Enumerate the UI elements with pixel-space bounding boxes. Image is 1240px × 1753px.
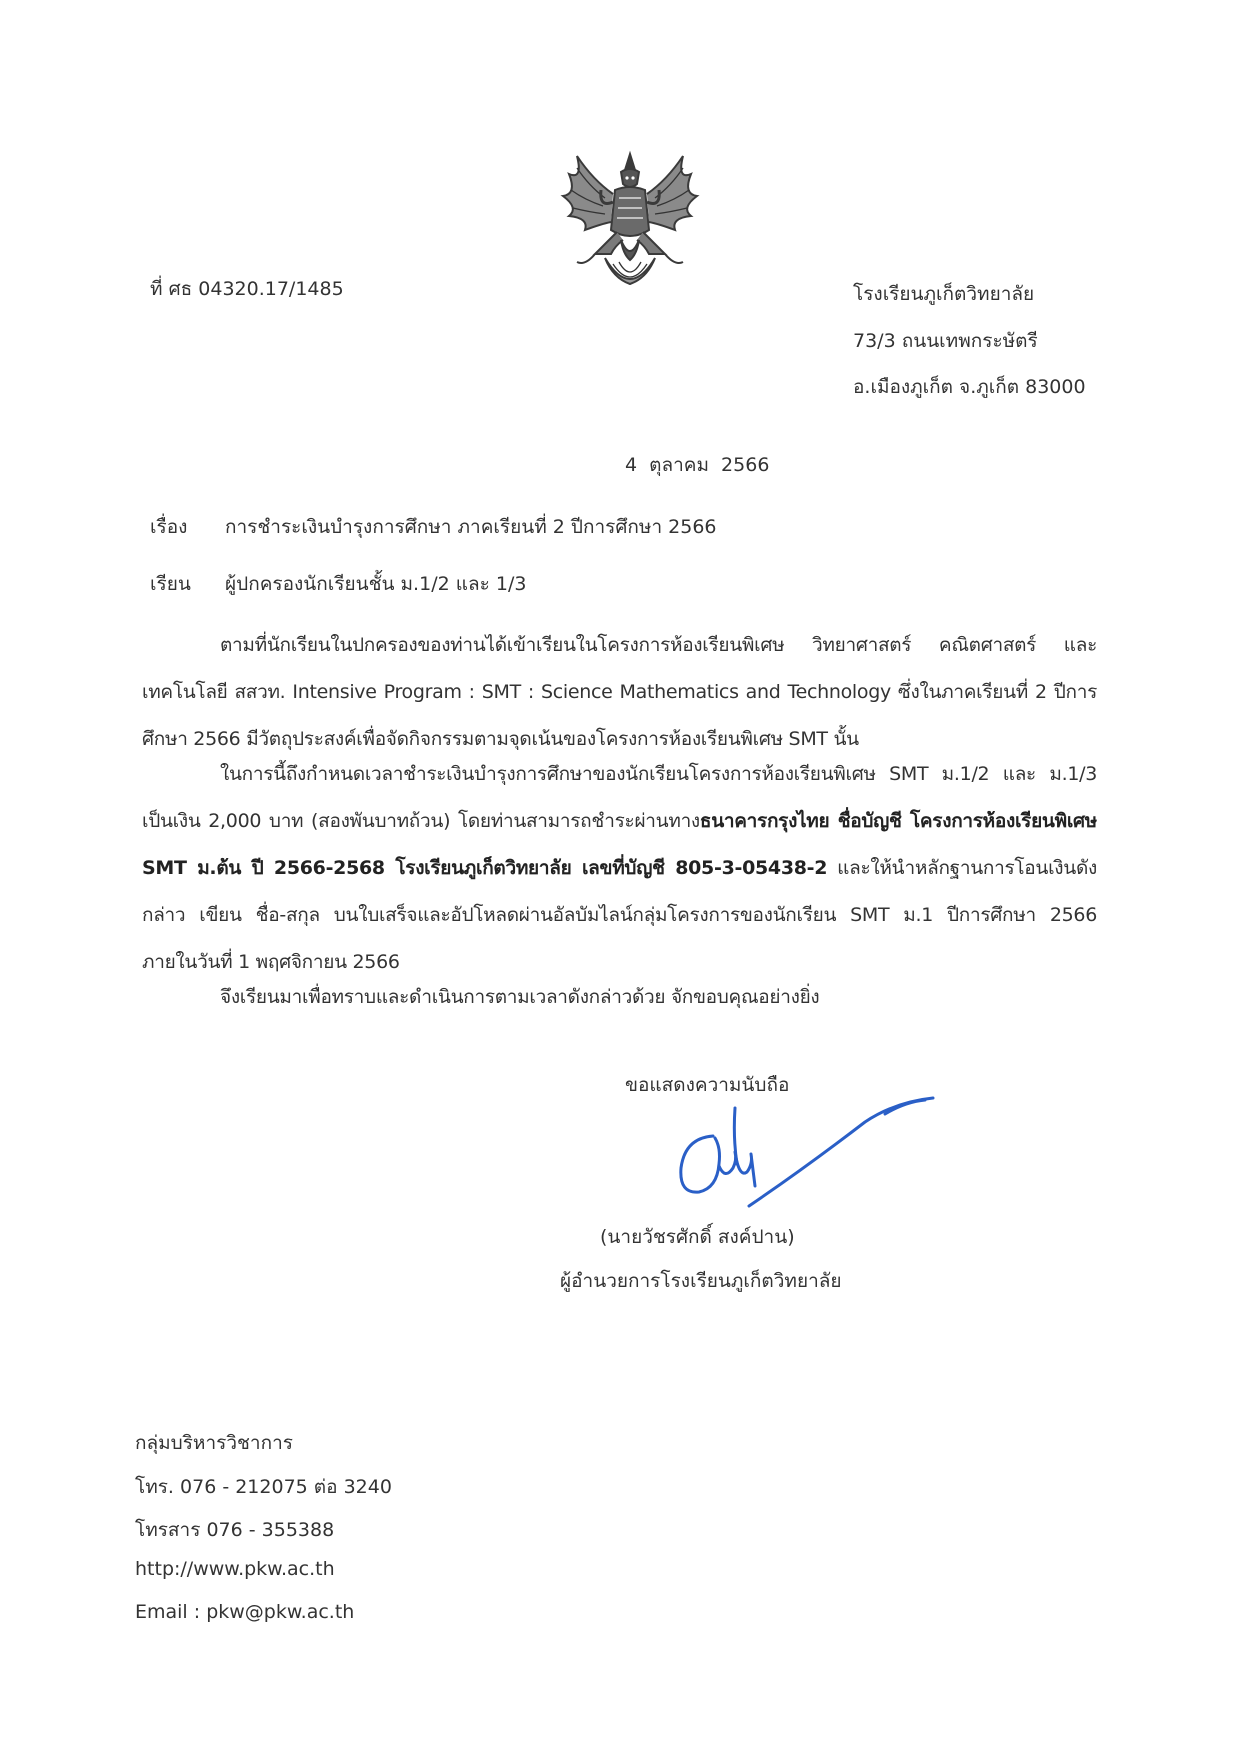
phone-number: โทร. 076 - 212075 ต่อ 3240 [135,1476,392,1498]
body-paragraph-3 [142,974,1097,1021]
recipient-text: ผู้ปกครองนักเรียนชั้น ม.1/2 และ 1/3 [225,573,527,595]
paragraph-1-text: ตามที่นักเรียนในปกครองของท่านได้เข้าเรียนในโครงการห้องเรียนพิเศษ วิทยาศาสตร์ คณิตศาสตร์ และเทคโนโลยี สสวท. Intensive Program : SMT : Science Mathematics and Technology ซึ่งในภาคเรียนที่ 2 ปีการศึกษา 2566 มีวัตถุประสงค์เพื่อจัดกิจกรรมตามจุดเน้นของโครงการห้องเรียนพิเศษ SMT นั้น [142,634,1097,750]
bank-account-details: ธนาคารกรุงไทย ชื่อบัญชี โครงการห้องเรียนพิเศษ SMT ม.ต้น ปี 2566-2568 โรงเรียนภูเก็ตวิทยาลัย เลขที่บัญชี 805-3-05438-2 [142,810,1098,879]
body-paragraph-1 [142,622,1097,763]
handwritten-signature-icon [655,1068,935,1218]
school-name: โรงเรียนภูเก็ตวิทยาลัย [853,283,1035,305]
signer-position: ผู้อำนวยการโรงเรียนภูเก็ตวิทยาลัย [560,1270,842,1292]
fax-number: โทรสาร 076 - 355388 [135,1519,335,1541]
subject-text: การชำระเงินบำรุงการศึกษา ภาคเรียนที่ 2 ปีการศึกษา 2566 [225,516,717,538]
website-link[interactable]: http://www.pkw.ac.th [135,1558,335,1580]
paragraph-2-text: ในการนี้ถึงกำหนดเวลาชำระเงินบำรุงการศึกษาของนักเรียนโครงการห้องเรียนพิเศษ SMT ม.1/2 และ ม.1/3 เป็นเงิน 2,000 บาท (สองพันบาทถ้วน) โดยท่านสามารถชำระผ่านทาง [142,763,1097,832]
school-district: อ.เมืองภูเก็ต จ.ภูเก็ต 83000 [853,376,1086,398]
garuda-emblem-icon [555,150,705,300]
school-street: 73/3 ถนนเทพกระษัตรี [853,330,1038,352]
signer-name: (นายวัชรศักดิ์ สงค์ปาน) [600,1226,795,1248]
letter-date: 4 ตุลาคม 2566 [625,454,770,476]
paragraph-3-text: จึงเรียนมาเพื่อทราบและดำเนินการตามเวลาดังกล่าวด้วย จักขอบคุณอย่างยิ่ง [220,986,820,1008]
reference-number: ที่ ศธ 04320.17/1485 [150,278,344,300]
paragraph-2-end: และให้นำหลักฐานการโอนเงินดังกล่าว เขียน ชื่อ-สกุล บนใบเสร็จและอัปโหลดผ่านอัลบัมไลน์กลุ่มโครงการของนักเรียน SMT ม.1 ปีการศึกษา 2566 ภายในวันที่ 1 พฤศจิกายน 2566 [142,857,1097,973]
department-name: กลุ่มบริหารวิชาการ [135,1432,293,1454]
body-paragraph-2 [142,751,1097,986]
email-address[interactable]: Email : pkw@pkw.ac.th [135,1601,355,1623]
subject-label: เรื่อง [150,516,188,538]
recipient-label: เรียน [150,573,191,595]
closing-salutation: ขอแสดงความนับถือ [625,1074,790,1096]
